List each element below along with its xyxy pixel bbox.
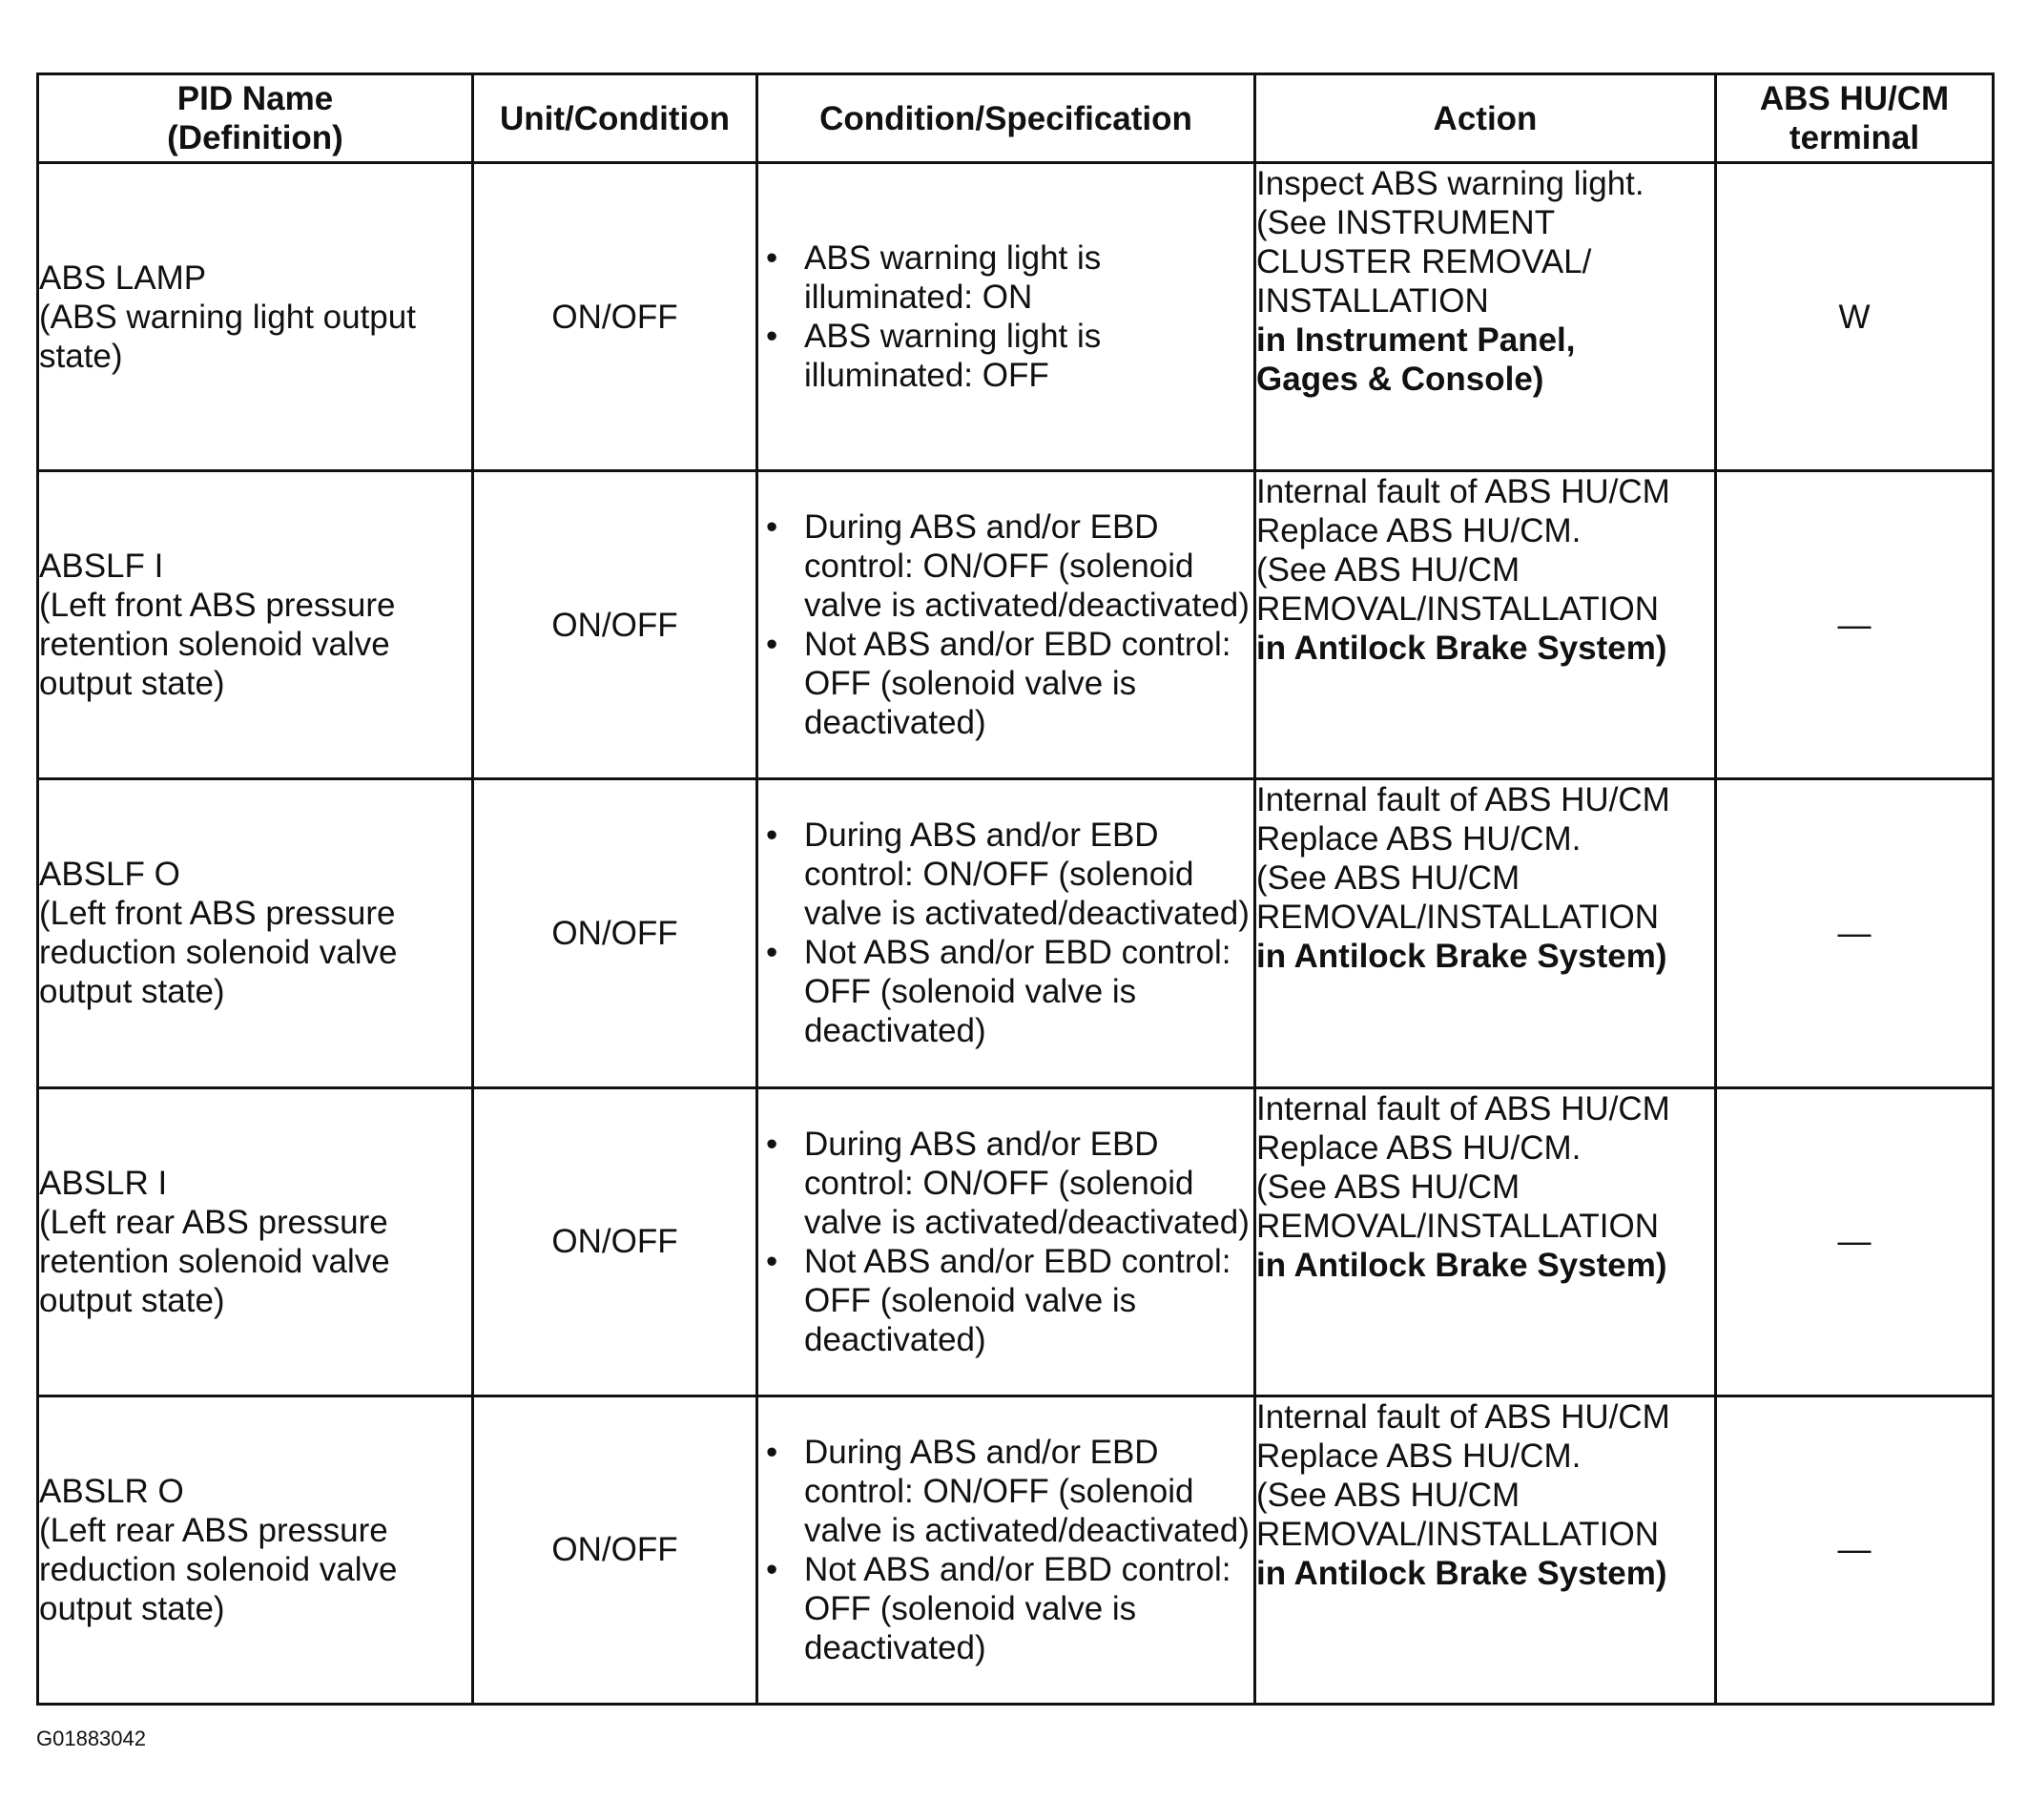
action-line: Gages & Console): [1256, 361, 1544, 398]
condition-item: [758, 1433, 1253, 1550]
bullet-icon: •: [766, 817, 778, 855]
condition-text: During ABS and/or EBD control: ON/OFF (solenoid valve is activated/deactivated): [804, 817, 1250, 933]
terminal-cell: —: [1716, 779, 1994, 1087]
condition-cell: [757, 163, 1255, 471]
condition-cell: [757, 779, 1255, 1087]
condition-list: [758, 816, 1253, 1050]
action-line: Replace ABS HU/CM.: [1256, 1128, 1582, 1167]
action-line: in Antilock Brake System): [1256, 1246, 1667, 1284]
action-cell: [1255, 471, 1716, 779]
table-row: [38, 163, 1994, 471]
action-line: Inspect ABS warning light.: [1256, 165, 1644, 202]
table-row: [38, 1396, 1994, 1704]
unit-condition-cell: ON/OFF: [473, 163, 757, 471]
condition-item: [758, 1125, 1253, 1242]
condition-text: ABS warning light is illuminated: OFF: [804, 318, 1102, 395]
table-row: [38, 1087, 1994, 1396]
unit-condition-cell: ON/OFF: [473, 1396, 757, 1704]
terminal-cell: —: [1716, 471, 1994, 779]
action-line: Internal fault of ABS HU/CM: [1256, 473, 1670, 511]
condition-item: [758, 238, 1253, 317]
condition-text: During ABS and/or EBD control: ON/OFF (solenoid valve is activated/deactivated): [804, 508, 1250, 625]
condition-list: [758, 507, 1253, 742]
condition-text: Not ABS and/or EBD control: OFF (solenoid valve is deactivated): [804, 1242, 1231, 1358]
action-line: REMOVAL/INSTALLATION: [1256, 899, 1660, 937]
terminal-cell: —: [1716, 1087, 1994, 1396]
action-line: in Instrument Panel,: [1256, 321, 1576, 359]
header-row: [38, 74, 1994, 163]
pid-name-cell: [38, 1087, 473, 1396]
pid-definition: (Left front ABS pressure retention solenoid valve output state): [39, 587, 396, 703]
action-line: INSTALLATION: [1256, 282, 1489, 320]
pid-name: ABSLF I: [39, 548, 164, 586]
condition-text: During ABS and/or EBD control: ON/OFF (solenoid valve is activated/deactivated): [804, 1433, 1250, 1549]
pid-name: ABSLF O: [39, 856, 180, 894]
condition-item: [758, 1242, 1253, 1359]
table-row: [38, 471, 1994, 779]
table-row: [38, 779, 1994, 1087]
pid-definition: (Left rear ABS pressure reduction solenoid valve output state): [39, 1511, 398, 1627]
action-line: Internal fault of ABS HU/CM: [1256, 1089, 1670, 1127]
action-line: in Antilock Brake System): [1256, 630, 1667, 668]
action-line: (See ABS HU/CM: [1256, 1476, 1520, 1514]
pid-definition: (Left front ABS pressure reduction solenoid valve output state): [39, 895, 398, 1011]
action-line: CLUSTER REMOVAL/: [1256, 243, 1592, 280]
action-line: Replace ABS HU/CM.: [1256, 512, 1582, 550]
action-line: REMOVAL/INSTALLATION: [1256, 1207, 1660, 1245]
header-pid-line-1: PID Name: [176, 80, 334, 117]
condition-item: [758, 933, 1253, 1050]
pid-definition: (Left rear ABS pressure retention solenoid valve output state): [39, 1203, 390, 1319]
condition-cell: [757, 1087, 1255, 1396]
action-line: REMOVAL/INSTALLATION: [1256, 1515, 1660, 1553]
action-line: (See INSTRUMENT: [1256, 204, 1556, 241]
pid-name-cell: [38, 779, 473, 1087]
pid-name-cell: [38, 1396, 473, 1704]
condition-text: Not ABS and/or EBD control: OFF (solenoid valve is deactivated): [804, 1550, 1231, 1666]
condition-cell: [757, 471, 1255, 779]
bullet-icon: •: [766, 508, 778, 547]
condition-list: [758, 238, 1253, 395]
header-pid-line-2: (Definition): [167, 119, 343, 156]
header-terminal-line-1: ABS HU/CM: [1759, 80, 1950, 117]
action-cell: [1255, 779, 1716, 1087]
action-line: Internal fault of ABS HU/CM: [1256, 1397, 1670, 1436]
condition-list: [758, 1125, 1253, 1359]
pid-name: ABSLR I: [39, 1164, 168, 1202]
condition-text: ABS warning light is illuminated: ON: [804, 239, 1102, 317]
unit-condition-cell: ON/OFF: [473, 779, 757, 1087]
header-pid-name: [38, 74, 473, 163]
condition-text: Not ABS and/or EBD control: OFF (solenoid valve is deactivated): [804, 626, 1231, 742]
action-cell: [1255, 1087, 1716, 1396]
header-terminal-line-2: terminal: [1789, 119, 1920, 156]
condition-item: [758, 625, 1253, 742]
bullet-icon: •: [766, 1550, 778, 1588]
action-line: Replace ABS HU/CM.: [1256, 820, 1582, 858]
condition-list: [758, 1433, 1253, 1667]
action-line: (See ABS HU/CM: [1256, 1168, 1520, 1206]
condition-item: [758, 816, 1253, 933]
condition-cell: [757, 1396, 1255, 1704]
pid-name: ABS LAMP: [39, 259, 207, 297]
header-terminal: [1716, 74, 1994, 163]
pid-name-cell: [38, 163, 473, 471]
bullet-icon: •: [766, 239, 778, 278]
condition-item: [758, 317, 1253, 395]
action-line: REMOVAL/INSTALLATION: [1256, 590, 1660, 629]
action-line: in Antilock Brake System): [1256, 938, 1667, 976]
bullet-icon: •: [766, 1433, 778, 1471]
unit-condition-cell: ON/OFF: [473, 1087, 757, 1396]
pid-name: ABSLR O: [39, 1472, 184, 1510]
pid-table: [36, 72, 1995, 1706]
header-condition-specification: Condition/Specification: [757, 74, 1255, 163]
bullet-icon: •: [766, 318, 778, 356]
action-cell: [1255, 163, 1716, 471]
action-line: in Antilock Brake System): [1256, 1554, 1667, 1592]
terminal-cell: —: [1716, 1396, 1994, 1704]
figure-code: G01883042: [36, 1727, 146, 1750]
condition-text: Not ABS and/or EBD control: OFF (solenoid valve is deactivated): [804, 934, 1231, 1050]
action-line: (See ABS HU/CM: [1256, 551, 1520, 589]
bullet-icon: •: [766, 626, 778, 664]
pid-name-cell: [38, 471, 473, 779]
action-line: Internal fault of ABS HU/CM: [1256, 781, 1670, 819]
condition-item: [758, 507, 1253, 625]
condition-text: During ABS and/or EBD control: ON/OFF (solenoid valve is activated/deactivated): [804, 1125, 1250, 1241]
action-cell: [1255, 1396, 1716, 1704]
terminal-cell: W: [1716, 163, 1994, 471]
bullet-icon: •: [766, 1125, 778, 1163]
header-action: Action: [1255, 74, 1716, 163]
action-line: (See ABS HU/CM: [1256, 859, 1520, 898]
bullet-icon: •: [766, 1242, 778, 1280]
bullet-icon: •: [766, 934, 778, 972]
header-unit-condition: Unit/Condition: [473, 74, 757, 163]
action-line: Replace ABS HU/CM.: [1256, 1437, 1582, 1475]
condition-item: [758, 1550, 1253, 1667]
pid-definition: (ABS warning light output state): [39, 298, 416, 375]
unit-condition-cell: ON/OFF: [473, 471, 757, 779]
